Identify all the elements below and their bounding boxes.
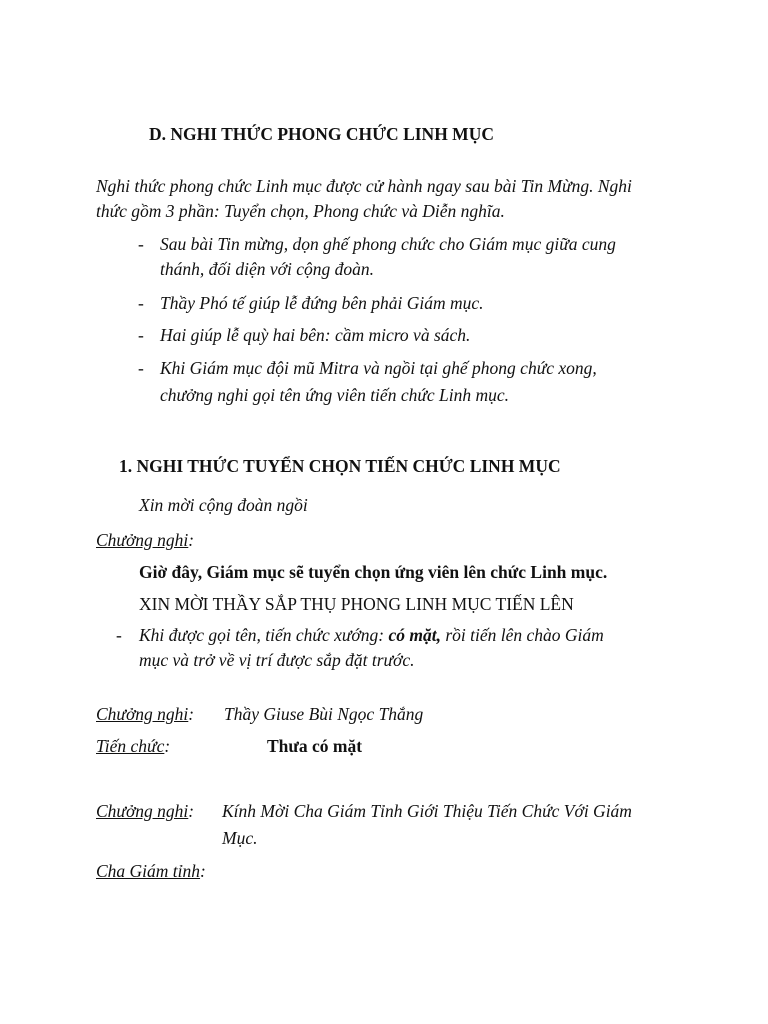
dialogue-speaker <box>96 702 194 726</box>
speaker-label <box>96 528 194 552</box>
instruction-part-1: Khi được gọi tên, tiến chức xướng: <box>139 625 389 645</box>
dialogue-text-2: Mục. <box>222 828 258 848</box>
bullet-2-line-1: Thầy Phó tế giúp lễ đứng bên phải Giám mục. <box>160 293 484 313</box>
instruction-part-2: rồi tiến lên chào Giám <box>440 625 604 645</box>
bullet-dash: - <box>138 358 144 378</box>
instruction-line-1 <box>139 623 604 647</box>
dialogue-text: Kính Mời Cha Giám Tỉnh Giới Thiệu Tiến Chức Với Giám <box>222 801 632 821</box>
intro-line-1: Nghi thức phong chức Linh mục được cử hành ngay sau bài Tin Mừng. Nghi <box>96 176 632 196</box>
instruction-dash: - <box>116 625 122 645</box>
dialogue-text: Thưa có mặt <box>267 736 363 756</box>
dialogue-speaker <box>96 859 206 883</box>
speaker-name: Chưởng nghi <box>96 530 189 550</box>
speaker-colon: : <box>188 801 195 821</box>
bullet-1-line-2: thánh, đối diện với cộng đoàn. <box>160 259 374 279</box>
invite-caps-line: XIN MỜI THẦY SẮP THỤ PHONG LINH MỤC TIẾN LÊN <box>139 594 574 614</box>
bullet-4-line-1: Khi Giám mục đội mũ Mitra và ngồi tại ghế phong chức xong, <box>160 358 597 378</box>
section-heading: D. NGHI THỨC PHONG CHỨC LINH MỤC <box>149 124 494 144</box>
speaker-name: Chưởng nghi <box>96 704 189 724</box>
dialogue-text: Thầy Giuse Bùi Ngọc Thắng <box>224 704 424 724</box>
speaker-colon: : <box>188 704 195 724</box>
bullet-dash: - <box>138 293 144 313</box>
bullet-4-line-2: chưởng nghi gọi tên ứng viên tiến chức Linh mục. <box>160 385 510 405</box>
speaker-colon: : <box>188 530 195 550</box>
speaker-colon: : <box>164 736 171 756</box>
dialogue-speaker <box>96 799 194 823</box>
bullet-1-line-1: Sau bài Tin mừng, dọn ghế phong chức cho Giám mục giữa cung <box>160 234 616 254</box>
announce-line: Giờ đây, Giám mục sẽ tuyển chọn ứng viên lên chức Linh mục. <box>139 562 608 582</box>
instruction-bold: có mặt, <box>388 625 441 645</box>
subsection-heading: 1. NGHI THỨC TUYỂN CHỌN TIẾN CHỨC LINH MỤC <box>119 456 561 476</box>
bullet-dash: - <box>138 234 144 254</box>
instruction-line-2: mục và trở về vị trí được sắp đặt trước. <box>139 650 415 670</box>
dialogue-speaker <box>96 734 170 758</box>
speaker-name: Cha Giám tỉnh <box>96 861 201 881</box>
speaker-name: Tiến chức <box>96 736 165 756</box>
bullet-3-line-1: Hai giúp lễ quỳ hai bên: cầm micro và sách. <box>160 325 471 345</box>
intro-line-2: thức gồm 3 phần: Tuyển chọn, Phong chức và Diễn nghĩa. <box>96 201 505 221</box>
speaker-colon: : <box>200 861 206 881</box>
bullet-dash: - <box>138 325 144 345</box>
invite-sit-line: Xin mời cộng đoàn ngồi <box>139 495 308 515</box>
speaker-name: Chưởng nghi <box>96 801 189 821</box>
